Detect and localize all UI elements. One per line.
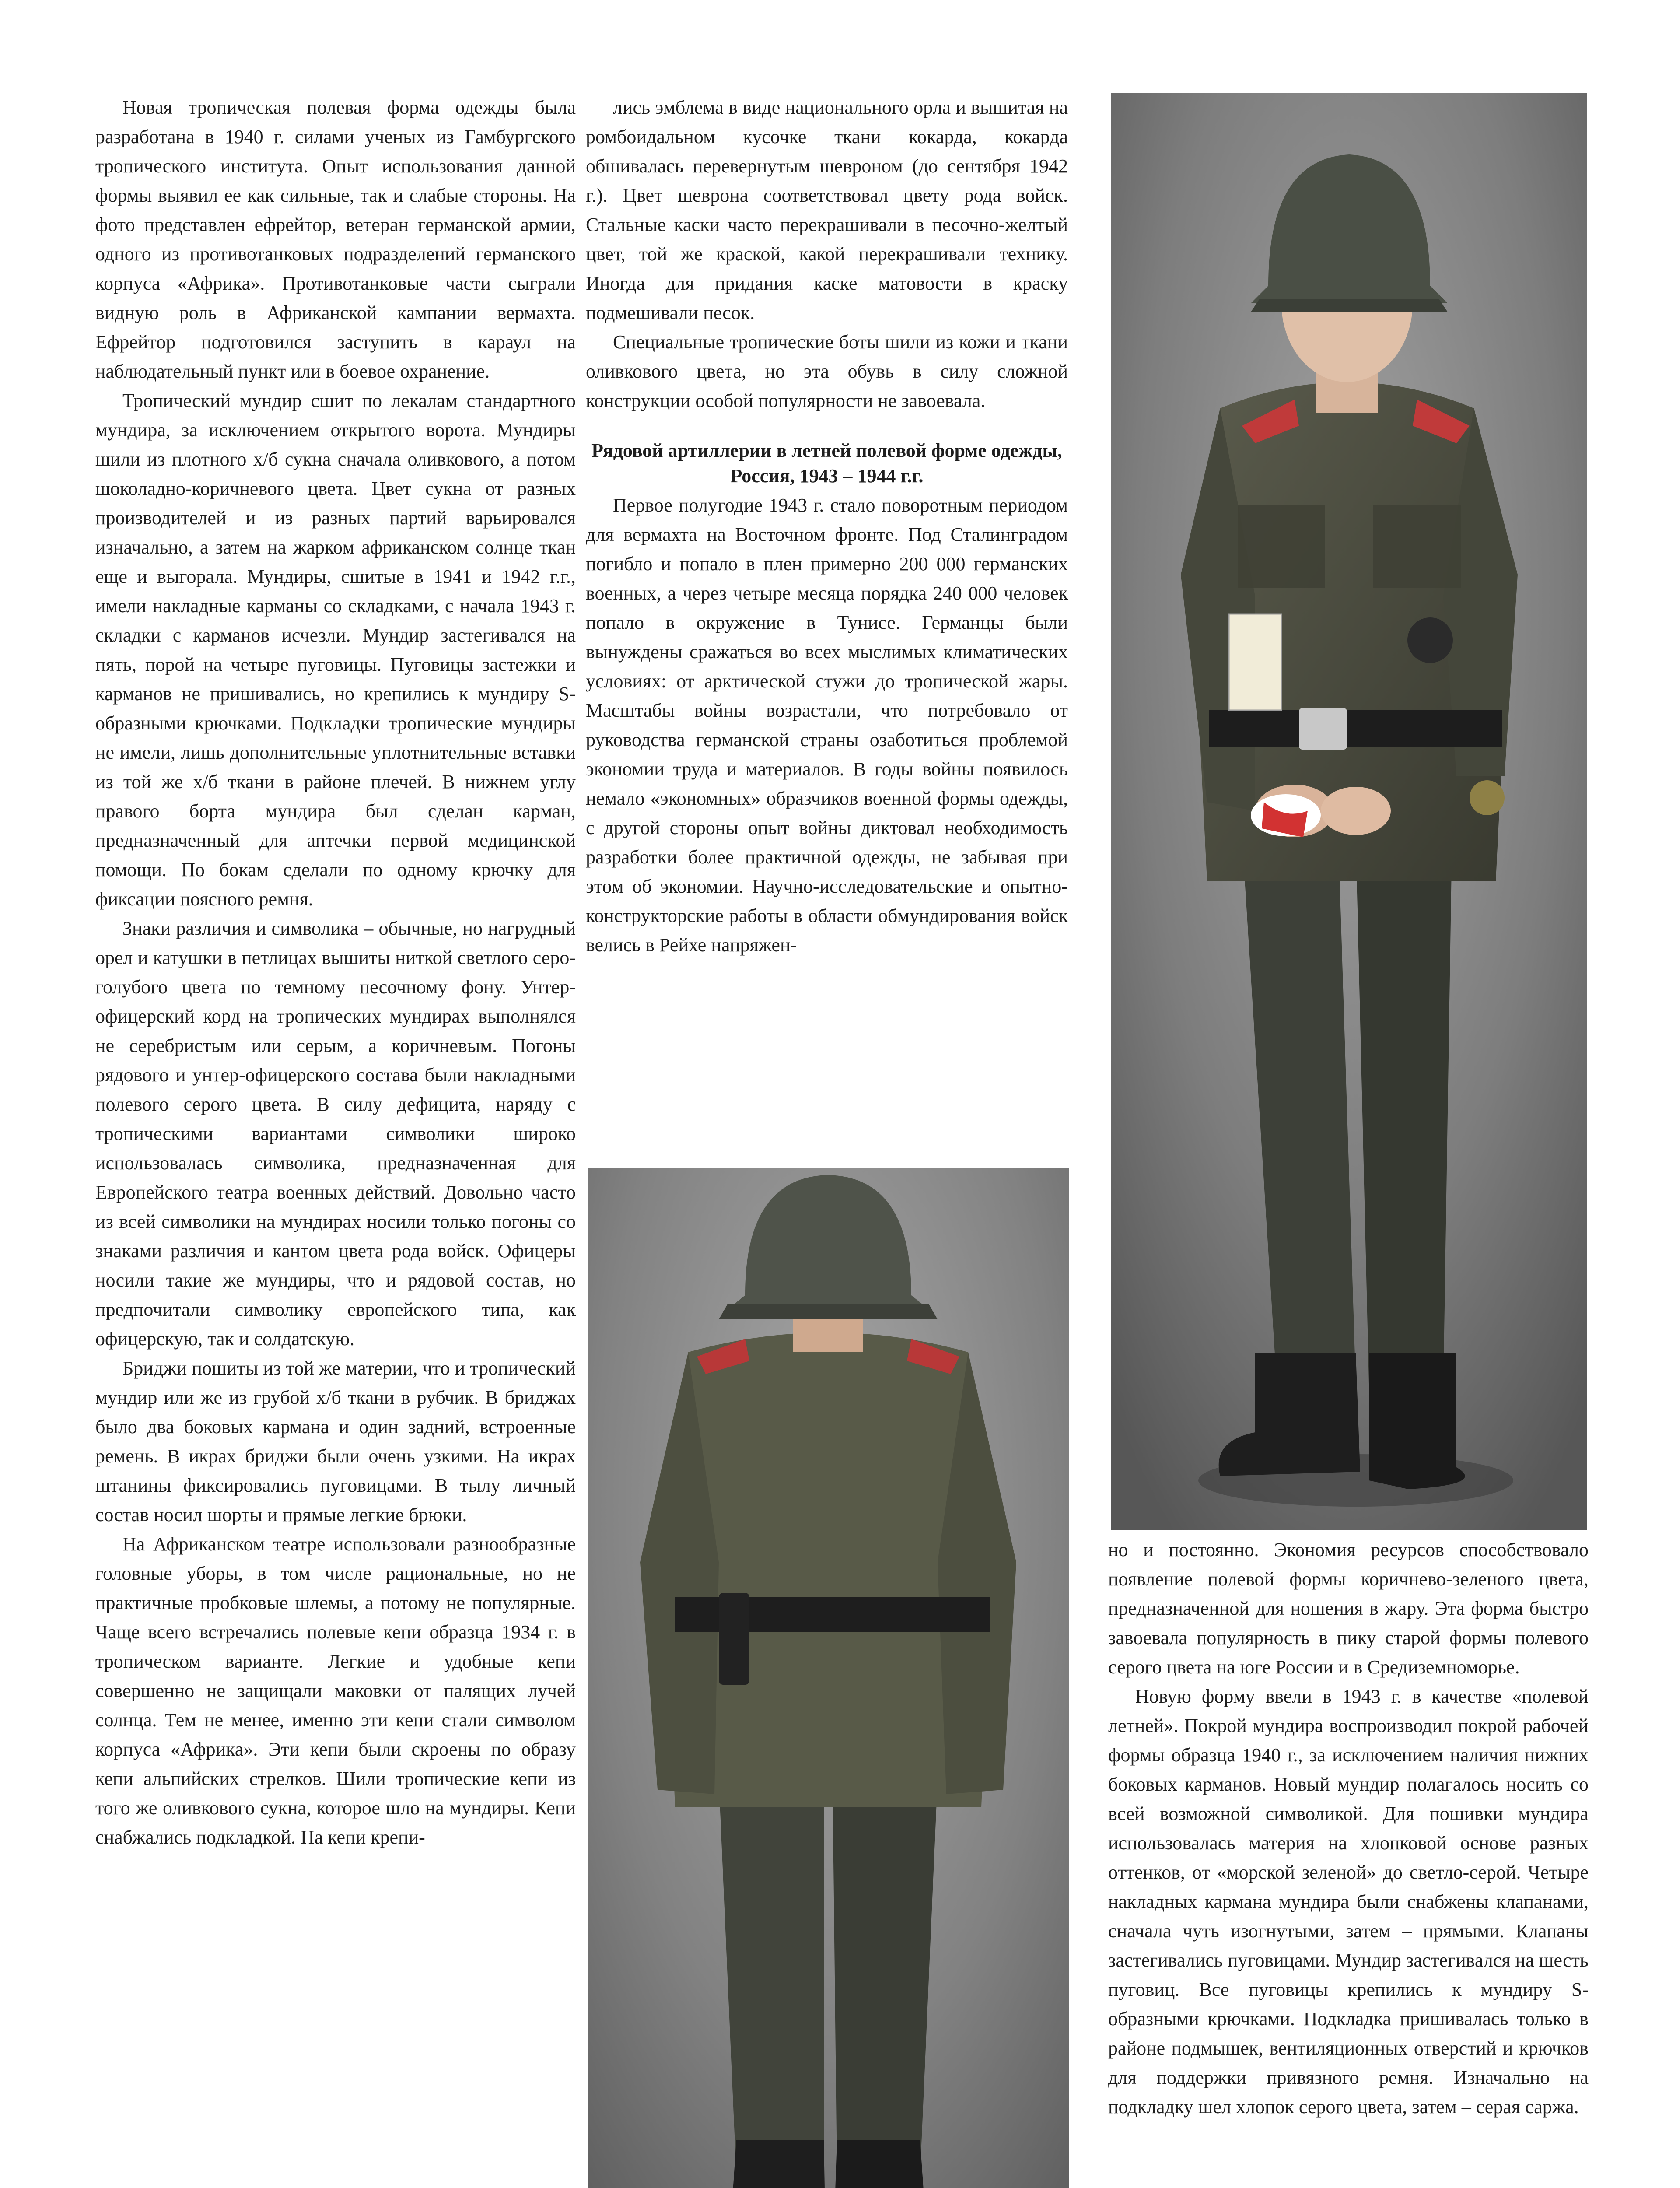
paragraph: но и постоянно. Экономия ресурсов способствовало появление полевой формы коричнево-зеленого цвета, предназначенной для ношения в жару. Эта форма быстро завоевала популярность в пику старой формы полевого серого цвета на юге России и в Средиземноморье. (1108, 1539, 1589, 1678)
paragraph: Первое полугодие 1943 г. стало поворотным периодом для вермахта на Восточном фронте. Под Сталинградом погибло и попало в плен примерно 200 000 германских военных, а через четыре месяца порядка 240 000 человек попало в окружение в Тунисе. Германцы были вынуждены сражаться во всех мыслимых климатических условиях: от арктической стужи до тропической жары. Масштабы войны возрастали, что потребовало от руководства германской страны озаботиться проблемой экономии труда и материалов. В годы войны появилось немало «экономных» образчиков военной формы одежды, с другой стороны опыт войны диктовал необходимость разработки более практичной одежды, не забывая при этом об экономии. Научно-исследовательские и опытно-конструкторские работы в области обмундирования войск велись в Рейхе напряжен- (586, 494, 1068, 956)
soldier-back-illustration (588, 1168, 1069, 2188)
paragraph: Тропический мундир сшит по лекалам стандартного мундира, за исключением открытого ворота. Мундиры шили из плотного х/б сукна сначала оливкового, а потом шоколадно-коричневого цвета. Цвет сукна от разных производителей и из разных партий варьировался изначально, а затем на жарком африканском солнце ткан еще и выгорала. Мундиры, сшитые в 1941 и 1942 г.г., имели накладные карманы со складками, с начала 1943 г. складки с карманов исчезли. Мундир застегивался на пять, порой на четыре пуговицы. Пуговицы застежки и карманов не пришивались, но крепились к мундиру S-образными крючками. Подкладки тропические мундиры не имели, лишь дополнительные уплотнительные вставки из той же х/б ткани в районе плечей. В нижнем углу правого борта мундира был сделан карман, предназначенный для аптечки первой медицинской помощи. По бокам сделали по одному крючку для фиксации поясного ремня. (95, 390, 576, 910)
paragraph: Специальные тропические боты шили из кожи и ткани оливкового цвета, но эта обувь в силу сложной конструкции особой популярности не завоевала. (586, 331, 1068, 411)
paragraph: лись эмблема в виде национального орла и вышитая на ромбоидальном кусочке ткани кокарда, кокарда обшивалась перевернутым шевроном (до сентября 1942 г.). Цвет шеврона соответствовал цвету рода войск. Стальные каски часто перекрашивали в песочно-желтый цвет, той же краской, какой перекрашивали технику. Иногда для придания каске матовости в краску подмешивали песок. (586, 97, 1068, 323)
paragraph: На Африканском театре использовали разнообразные головные уборы, в том числе рациональные, но не практичные пробковые шлемы, а потому не популярные. Чаще всего встречались полевые кепи образца 1934 г. в тропическом варианте. Легкие и удобные кепи совершенно не защищали маковки от палящих лучей солнца. Тем не менее, именно эти кепи стали символом корпуса «Африка». Эти кепи были скроены по образу кепи альпийских стрелков. Шили тропические кепи из того же оливкового сукна, которое шло на мундиры. Кепи снабжались подкладкой. На кепи крепи- (95, 1533, 576, 1848)
paragraph: Новую форму ввели в 1943 г. в качестве «полевой летней». Покрой мундира воспроизводил покрой рабочей формы образца 1940 г., за исключением наличия нижних боковых карманов. Новый мундир полагалось носить со всей возможной символикой. Для пошивки мундира использовалась материя на хлопковой основе разных оттенков, от «морской зеленой» до светло-серой. Четыре накладных кармана мундира были снабжены клапанами, сначала чуть изогнутыми, затем – прямыми. Клапаны застегивались пуговицами. Мундир застегивался на шесть пуговиц. Все пуговицы крепились к мундиру S-образными крючками. Подкладка пришивалась только в районе подмышек, вентиляционных отверстий и крючков для поддержки привязного ремня. Изначально на подкладку шел хлопок серого цвета, затем – серая саржа. (1108, 1686, 1589, 2118)
paragraph: Бриджи пошиты из той же материи, что и тропический мундир или же из грубой х/б ткани в рубчик. В бриджах было два боковых кармана и один задний, встроенные ремень. В икрах бриджи были очень узкими. На икрах штанины фиксировались пуговицами. В тылу личный состав носил шорты и прямые легкие брюки. (95, 1357, 576, 1525)
photo-soldier-front (1111, 93, 1587, 1530)
photo-soldier-back (588, 1168, 1069, 2188)
text-column-right (1108, 1535, 1589, 2188)
text-column-left (95, 93, 576, 2188)
soldier-front-illustration (1111, 93, 1587, 1530)
section-title: Рядовой артиллерии в летней полевой форме одежды, Россия, 1943 – 1944 г.г. (592, 440, 1062, 487)
paragraph: Новая тропическая полевая форма одежды была разработана в 1940 г. силами ученых из Гамбургского тропического института. Опыт использования данной формы выявил ее как сильные, так и слабые стороны. На фото представлен ефрейтор, ветеран германской армии, одного из противотанковых подразделений германского корпуса «Африка». Противотанковые части сыграли видную роль в Африканской кампании вермахта. Ефрейтор подготовился заступить в караул на наблюдательный пункт или в боевое охранение. (95, 97, 576, 382)
paragraph: Знаки различия и символика – обычные, но нагрудный орел и катушки в петлицах вышиты ниткой светлого серо-голубого цвета по темному песочному фону. Унтер-офицерский корд на тропических мундирах выполнялся не серебристым или серым, а коричневым. Погоны рядового и унтер-офицерского состава были накладными полевого серого цвета. В силу дефицита, наряду с тропическими вариантами символики широко использовалась символика, предназначенная для Европейского театра военных действий. Довольно часто из всей символики на мундирах носили только погоны со знаками различия и кантом цвета рода войск. Офицеры носили такие же мундиры, что и рядовой состав, но предпочитали символику европейского типа, как офицерскую, так и солдатскую. (95, 918, 576, 1350)
text-column-middle (586, 93, 1068, 1161)
